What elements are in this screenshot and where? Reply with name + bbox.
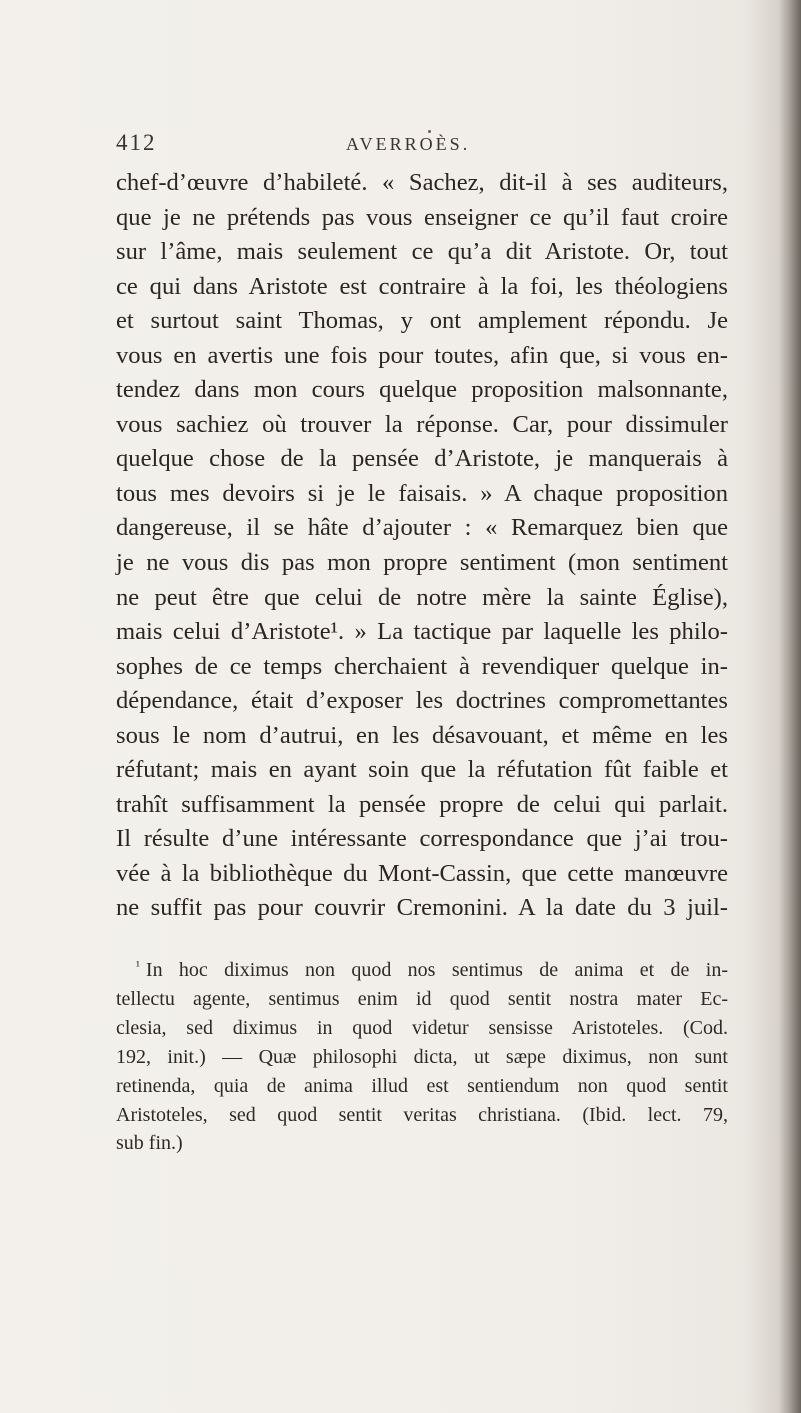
footnote-line <box>116 952 728 985</box>
running-title: AVERROÈS. <box>346 134 471 154</box>
footnote-line: sub fin.) <box>116 1132 183 1155</box>
text-line: vous sachiez où trouver la réponse. Car, pour dissimuler <box>116 410 728 438</box>
text-line: ce qui dans Aristote est contraire à la foi, les théologiens <box>116 272 728 300</box>
page-edge-shadow <box>779 0 801 1413</box>
text-line: que je ne prétends pas vous enseigner ce qu’il faut croire <box>116 203 728 231</box>
text-line: chef-d’œuvre d’habileté. « Sachez, dit-il à ses auditeurs, <box>116 169 728 196</box>
text-line: dangereuse, il se hâte d’ajouter : « Remarquez bien que <box>116 514 728 542</box>
text-line: Il résulte d’une intéressante correspondance que j’ai trou- <box>116 825 728 853</box>
text-line: trahît suffisamment la pensée propre de celui qui parlait. <box>116 790 728 818</box>
footnote-marker: ¹ <box>136 958 140 973</box>
text-line: réfutant; mais en ayant soin que la réfutation fût faible et <box>116 756 728 784</box>
text-line: ne peut être que celui de notre mère la sainte Église), <box>116 583 728 611</box>
text-line: sur l’âme, mais seulement ce qu’a dit Aristote. Or, tout <box>116 238 728 266</box>
text-line: je ne vous dis pas mon propre sentiment (mon sentiment <box>116 549 728 577</box>
text-line: quelque chose de la pensée d’Aristote, je manquerais à <box>116 445 728 473</box>
text-line: sous le nom d’autrui, en les désavouant, et même en les <box>116 721 728 749</box>
text-line: vée à la bibliothèque du Mont-Cassin, que cette manœuvre <box>116 859 728 887</box>
text-line: dépendance, était d’exposer les doctrines compromettantes <box>116 687 728 715</box>
page-number: 412 <box>116 130 157 155</box>
footnote-line: retinenda, quia de anima illud est sentiendum non quod sentit <box>116 1074 728 1097</box>
text-line: ne suffit pas pour couvrir Cremonini. A la date du 3 juil- <box>116 894 728 922</box>
text-line: tendez dans mon cours quelque proposition malsonnante, <box>116 376 728 404</box>
footnote <box>116 952 728 1158</box>
footnote-line: Aristoteles, sed quod sentit veritas christiana. (Ibid. lect. 79, <box>116 1103 728 1126</box>
footnote-line: 192, init.) — Quæ philosophi dicta, ut sæpe diximus, non sunt <box>116 1045 728 1068</box>
page-header <box>116 130 726 170</box>
footnote-line: clesia, sed diximus in quod videtur sensisse Aristoteles. (Cod. <box>116 1016 728 1039</box>
footnote-line: tellectu agente, sentimus enim id quod sentit nostra mater Ec- <box>116 987 728 1010</box>
text-line: vous en avertis une fois pour toutes, afin que, si vous en- <box>116 341 728 369</box>
text-line: sophes de ce temps cherchaient à revendiquer quelque in- <box>116 652 728 680</box>
main-text <box>116 166 728 926</box>
text-line: tous mes devoirs si je le faisais. » A chaque proposition <box>116 479 728 507</box>
footnote-text: In hoc diximus non quod nos sentimus de anima et de in- <box>145 959 728 981</box>
text-line: et surtout saint Thomas, y ont amplement répondu. Je <box>116 307 728 335</box>
text-line: mais celui d’Aristote¹. » La tactique par laquelle les philo- <box>116 618 728 646</box>
